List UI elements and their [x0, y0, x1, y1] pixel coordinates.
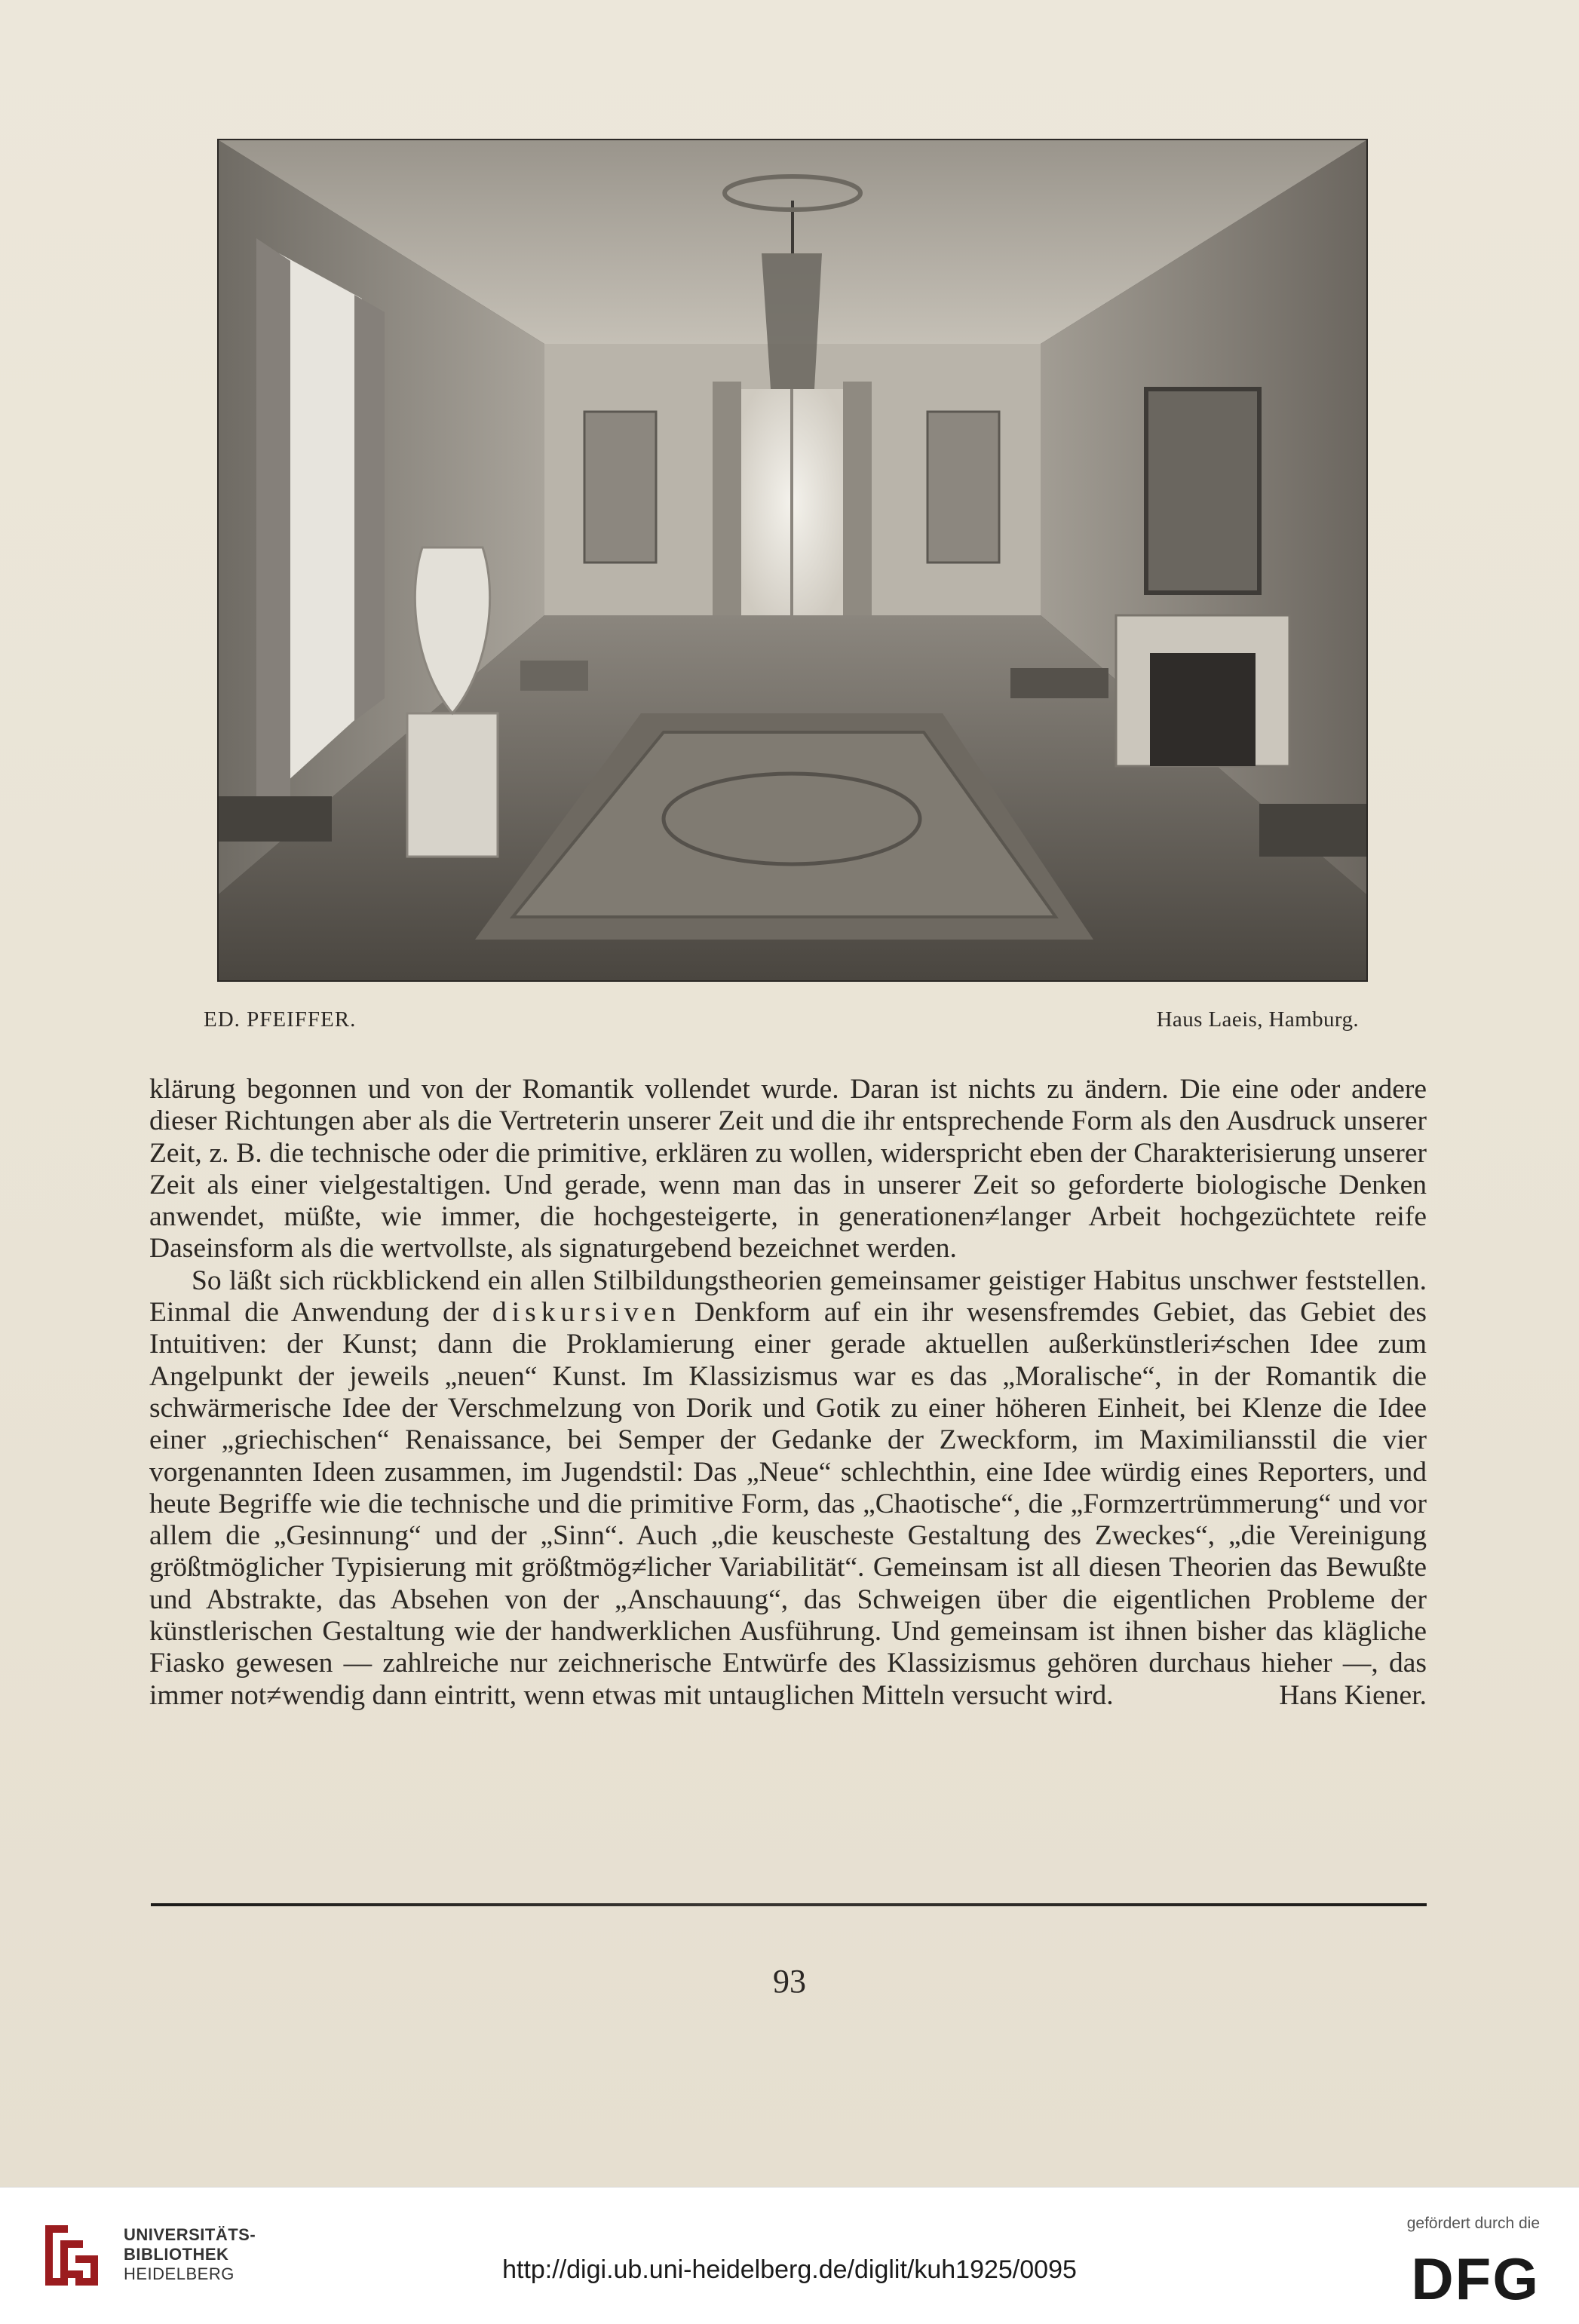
paragraph-2-part-a: So läßt sich rückblickend ein allen Stilbildungstheorien gemeinsamer geistiger Habitus unschwer feststellen. Einmal die Anwendung der: [149, 1265, 1427, 1329]
horizontal-rule: [151, 1903, 1427, 1906]
paragraph-1: klärung begonnen und von der Romantik vollendet wurde. Daran ist nichts zu ändern. Die eine oder andere dieser Richtungen aber als die Vertreterin unserer Zeit und die ihr entsprechende Form als den Ausdruck unserer Zeit, z. B. die technische oder die primitive, erklären zu wollen, widerspricht eben der Charakterisierung unserer Zeit als einer vielgestaltigen. Und gerade, wenn man das in unserer Zeit so geforderte biologische Denken anwendet, müßte, wie immer, die hochgesteigerte, in generationen≠langer Arbeit hochgezüchtete reife Daseinsform als die wertvollste, als signaturgebend bezeichnet werden.: [149, 1074, 1427, 1265]
article-body: [149, 1074, 1427, 1712]
library-name-line-2: BIBLIOTHEK: [124, 2245, 229, 2264]
digitization-footer: [0, 2187, 1579, 2324]
spaced-emphasis: diskursiven: [492, 1297, 681, 1329]
photographer-credit: ED. PFEIFFER.: [204, 1007, 357, 1032]
paragraph-2: [149, 1265, 1427, 1712]
library-name-line-3: HEIDELBERG: [124, 2264, 235, 2283]
interior-photograph: [219, 140, 1366, 980]
salon-photo-illustration: [219, 140, 1366, 980]
paragraph-2-part-b: Denkform auf ein ihr wesensfremdes Gebiet, das Gebiet des Intuitiven: der Kunst; dann die Proklamierung einer gerade aktuellen außerkünstleri≠schen Idee zum Angelpunkt der jeweils „neuen“ Kunst. Im Klassizismus war es das „Moralische“, in der Romantik die schwärmerische Idee der Verschmelzung von Dorik und Gotik zu einer höheren Einheit, bei Klenze die Idee einer „griechischen“ Renaissance, bei Semper der Gedanke der Zweckform, im Maximiliansstil die vier vorgenannten Ideen zusammen, im Jugendstil: Das „Neue“ schlechthin, eine Idee würdig eines Reporters, und heute Begriffe wie die technische und die primitive Form, das „Chaotische“, die „Formzertrümmerung“ und vor allem die „Gesinnung“ und der „Sinn“. Auch „die keuscheste Gestaltung des Zweckes“, „die Vereinigung größtmöglicher Typisierung mit größtmög≠licher Variabilität“. Gemeinsam ist all diesen Theorien das Bewußte und Abstrakte, das Absehen von der „Anschauung“, das Schweigen über die eigentlichen Probleme der künstlerischen Gestaltung wie der handwerklichen Ausführung. Und gemeinsam ist ihnen bisher das klägliche Fiasko gewesen — zahlreiche nur zeichnerische Entwürfe des Klassizismus gehören durchaus hieher —, das immer not≠wendig dann eintritt, wenn etwas mit untauglichen Mitteln versucht wird.: [149, 1297, 1427, 1711]
funding-note: gefördert durch die: [1406, 2215, 1540, 2232]
page-number: 93: [773, 1963, 806, 2000]
author-signature: Hans Kiener.: [1279, 1679, 1427, 1711]
library-name-line-1: UNIVERSITÄTS-: [124, 2225, 256, 2244]
photo-location-caption: Haus Laeis, Hamburg.: [1156, 1007, 1359, 1032]
dfg-logo: DFG: [1411, 2246, 1540, 2312]
permalink-url[interactable]: http://digi.ub.uni-heidelberg.de/diglit/kuh1925/0095: [502, 2255, 1077, 2284]
